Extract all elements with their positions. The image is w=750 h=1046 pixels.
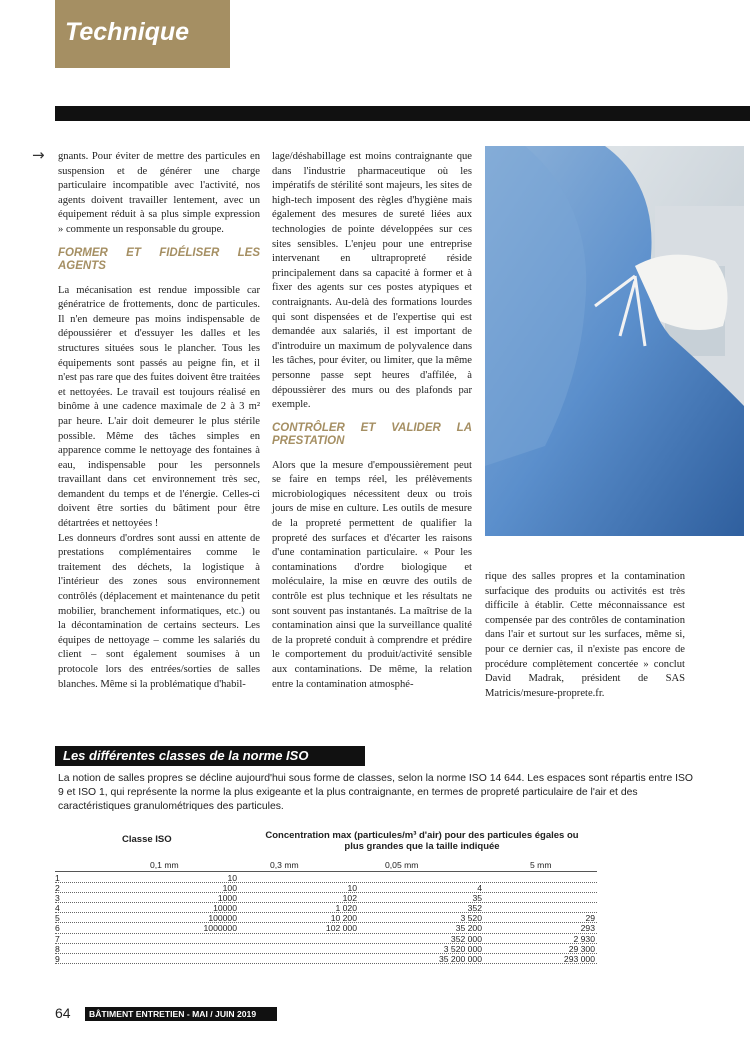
table-row bbox=[55, 923, 597, 933]
table-cell: 35 200 bbox=[455, 923, 482, 934]
article-column-1 bbox=[58, 150, 260, 692]
table-cell: 1000000 bbox=[203, 923, 237, 934]
section-title: Technique bbox=[65, 18, 190, 46]
table-row bbox=[55, 903, 597, 913]
table-cell: 6 bbox=[55, 923, 60, 934]
table-cell: 102 bbox=[342, 893, 357, 904]
table-cell: 102 000 bbox=[325, 923, 357, 934]
table-cell: 352 bbox=[467, 903, 482, 914]
table-cell: 100 bbox=[222, 883, 237, 894]
table-cell: 4 bbox=[477, 883, 482, 894]
size-label: 0,05 mm bbox=[385, 860, 419, 870]
table-cell: 8 bbox=[55, 943, 60, 954]
article-column-2 bbox=[272, 150, 472, 692]
table-cell: 9 bbox=[55, 953, 60, 964]
iso-table bbox=[55, 873, 597, 964]
table-cell: 3 bbox=[55, 893, 60, 904]
table-cell: 293 bbox=[580, 923, 595, 934]
section-tag bbox=[55, 0, 230, 68]
publication-label: BÂTIMENT ENTRETIEN - MAI / JUIN 2019 bbox=[85, 1007, 277, 1021]
table-row bbox=[55, 954, 597, 964]
table-cell: 10 bbox=[227, 873, 237, 883]
size-label: 5 mm bbox=[530, 860, 552, 870]
table-cell: 35 200 000 bbox=[438, 953, 482, 964]
size-label: 0,3 mm bbox=[270, 860, 299, 870]
table-cell: 7 bbox=[55, 933, 60, 944]
table-cell: 2 bbox=[55, 883, 60, 894]
table-size-header bbox=[55, 860, 597, 872]
table-cell: 3 520 000 bbox=[443, 943, 482, 954]
table-cell: 35 bbox=[472, 893, 482, 904]
paragraph: Alors que la mesure d'empoussièrement peut se faire en temps réel, les prélèvements microbiologiques nécessitent deux ou trois jours de mise en culture. Les outils de mesure de la propreté permettent de qualifier la propreté des surfaces et d'écarter les raisons d'une contamination particulaire. « Pour les contaminations d'ordre biologique et moléculaire, la mise en œuvre des outils de contrôle est plus technique et les résultats ne sont souvent pas instantanés. La maîtrise de la contamination ainsi que la surveillance qualité de la propreté conduit à comprendre et prédire le comportement du produit/activité sensible aux contaminations. De même, la relation entre la contamination atmosphé- bbox=[272, 459, 472, 690]
table-cell: 10000 bbox=[213, 903, 237, 914]
box-title: Les différentes classes de la norme ISO bbox=[63, 748, 309, 763]
table-cell: 352 000 bbox=[450, 933, 482, 944]
table-row bbox=[55, 883, 597, 893]
table-cell: 1000 bbox=[217, 893, 237, 904]
table-cell: 3 520 bbox=[460, 913, 482, 924]
paragraph: Les donneurs d'ordres sont aussi en attente de prestations complémentaires comme le traitement des déchets, la logistique à l'intérieur des zones sous environnement contrôlés (déplacement et maintenance du petit mobilier, branchement informatiques, etc.) ou la décontamination de certains secteurs. Les équipes de nettoyage – comme les salariés du client – sont également soumises à un protocole lors des entrées/sorties de salles blanches. Même si la problématique d'habil- bbox=[58, 532, 260, 690]
table-cell: 100000 bbox=[208, 913, 237, 924]
table-cell: 4 bbox=[55, 903, 60, 914]
table-row bbox=[55, 873, 597, 883]
table-row bbox=[55, 934, 597, 944]
table-row bbox=[55, 944, 597, 954]
table-cell: 10 200 bbox=[330, 913, 357, 924]
subheading: CONTRÔLER ET VALIDER LA PRESTATION bbox=[272, 421, 472, 448]
page-number: 64 bbox=[55, 1005, 71, 1021]
table-cell: 5 bbox=[55, 913, 60, 924]
table-cell: 1 020 bbox=[335, 903, 357, 914]
table-cell: 1 bbox=[55, 873, 60, 883]
table-header-concentration: Concentration max (particules/m³ d'air) pour des particules égales ou plus grandes que la taille indiquée bbox=[265, 830, 579, 852]
table-cell: 29 bbox=[585, 913, 595, 924]
box-title-bar bbox=[55, 746, 365, 766]
table-row bbox=[55, 913, 597, 923]
table-cell: 10 bbox=[347, 883, 357, 894]
table-cell: 293 000 bbox=[563, 953, 595, 964]
paragraph: La mécanisation est rendue impossible car génératrice de frottements, donc de particules. Il n'en demeure pas moins indispensable de dépoussiérer et d'essuyer les dalles et les structures situées sous le plancher. Tous les équipements sont passés au peigne fin, et il n'est pas rare que des fuites doivent être traitées et nettoyées. Le travail est toujours réalisé en binôme à une cadence maximale de 2 à 3 m² par heure. L'air doit demeurer le plus stérile possible. Même des tâches simples en apparence comme le nettoyage des fontaines à eau, indispensable pour les personnels travaillant dans cet environnement très sec, demandent du temps et de l'énergie. Celles-ci doivent être sorties du bâtiment pour être détartrées et nettoyées ! bbox=[58, 284, 260, 530]
header-rule bbox=[55, 106, 750, 121]
table-header-class: Classe ISO bbox=[122, 834, 172, 845]
paragraph: gnants. Pour éviter de mettre des particules en suspension et de générer une charge particulaire incompatible avec l'activité, nos agents doivent travailler lentement, avec un équipement réduit à sa plus simple expression » commente un responsable du groupe. bbox=[58, 151, 260, 235]
table-cell: 29 300 bbox=[568, 943, 595, 954]
continuation-arrow-icon: → bbox=[32, 146, 45, 164]
article-column-3 bbox=[485, 570, 685, 701]
photo-illustration bbox=[485, 146, 744, 536]
paragraph: lage/déshabillage est moins contraignante que dans l'industrie pharmaceutique où les impératifs de stérilité sont majeurs, les sites de high-tech imposent des règles d'hygiène mais également des mesures de sureté liées aux technologies de pointe développées sur ces sites sensibles. L'enjeu pour une entreprise intervenant en ultrapropreté réside principalement dans sa capacité à former et à fixer des agents sur ces postes atypiques et contraignants. Au-delà des formations lourdes qui sont dispensées et de l'expertise qui est demandée aux salariés, il est important de d'introduire un maximum de polyvalence dans les tâches, pour éviter, ou limiter, que la même personne passe sept heures d'affilée, à dépoussièrer des murs ou des plafonds par exemple. bbox=[272, 151, 472, 411]
table-cell: 2 930 bbox=[573, 933, 595, 944]
subheading: FORMER ET FIDÉLISER LES AGENTS bbox=[58, 246, 260, 273]
table-row bbox=[55, 893, 597, 903]
cleanroom-worker-photo bbox=[485, 146, 744, 536]
paragraph: rique des salles propres et la contamination surfacique des produits ou activités est très difficile à établir. Cette méconnaissance est compensée par des contrôles de contamination dans l'air et surtout sur les surfaces, même si, pour ce dernier cas, il n'existe pas encore de procédure complètement concertée » conclut David Madrak, président de SAS Matricis/mesure-proprete.fr. bbox=[485, 571, 685, 699]
box-intro: La notion de salles propres se décline aujourd'hui sous forme de classes, selon la norme ISO 14 644. Les espaces sont répartis entre ISO 9 et ISO 1, qui représente la norme la plus exigeante et la plus contraignante, en termes de propreté particulaire de l'air et des caractéristiques granulométriques des particules. bbox=[58, 773, 694, 813]
size-label: 0,1 mm bbox=[150, 860, 179, 870]
